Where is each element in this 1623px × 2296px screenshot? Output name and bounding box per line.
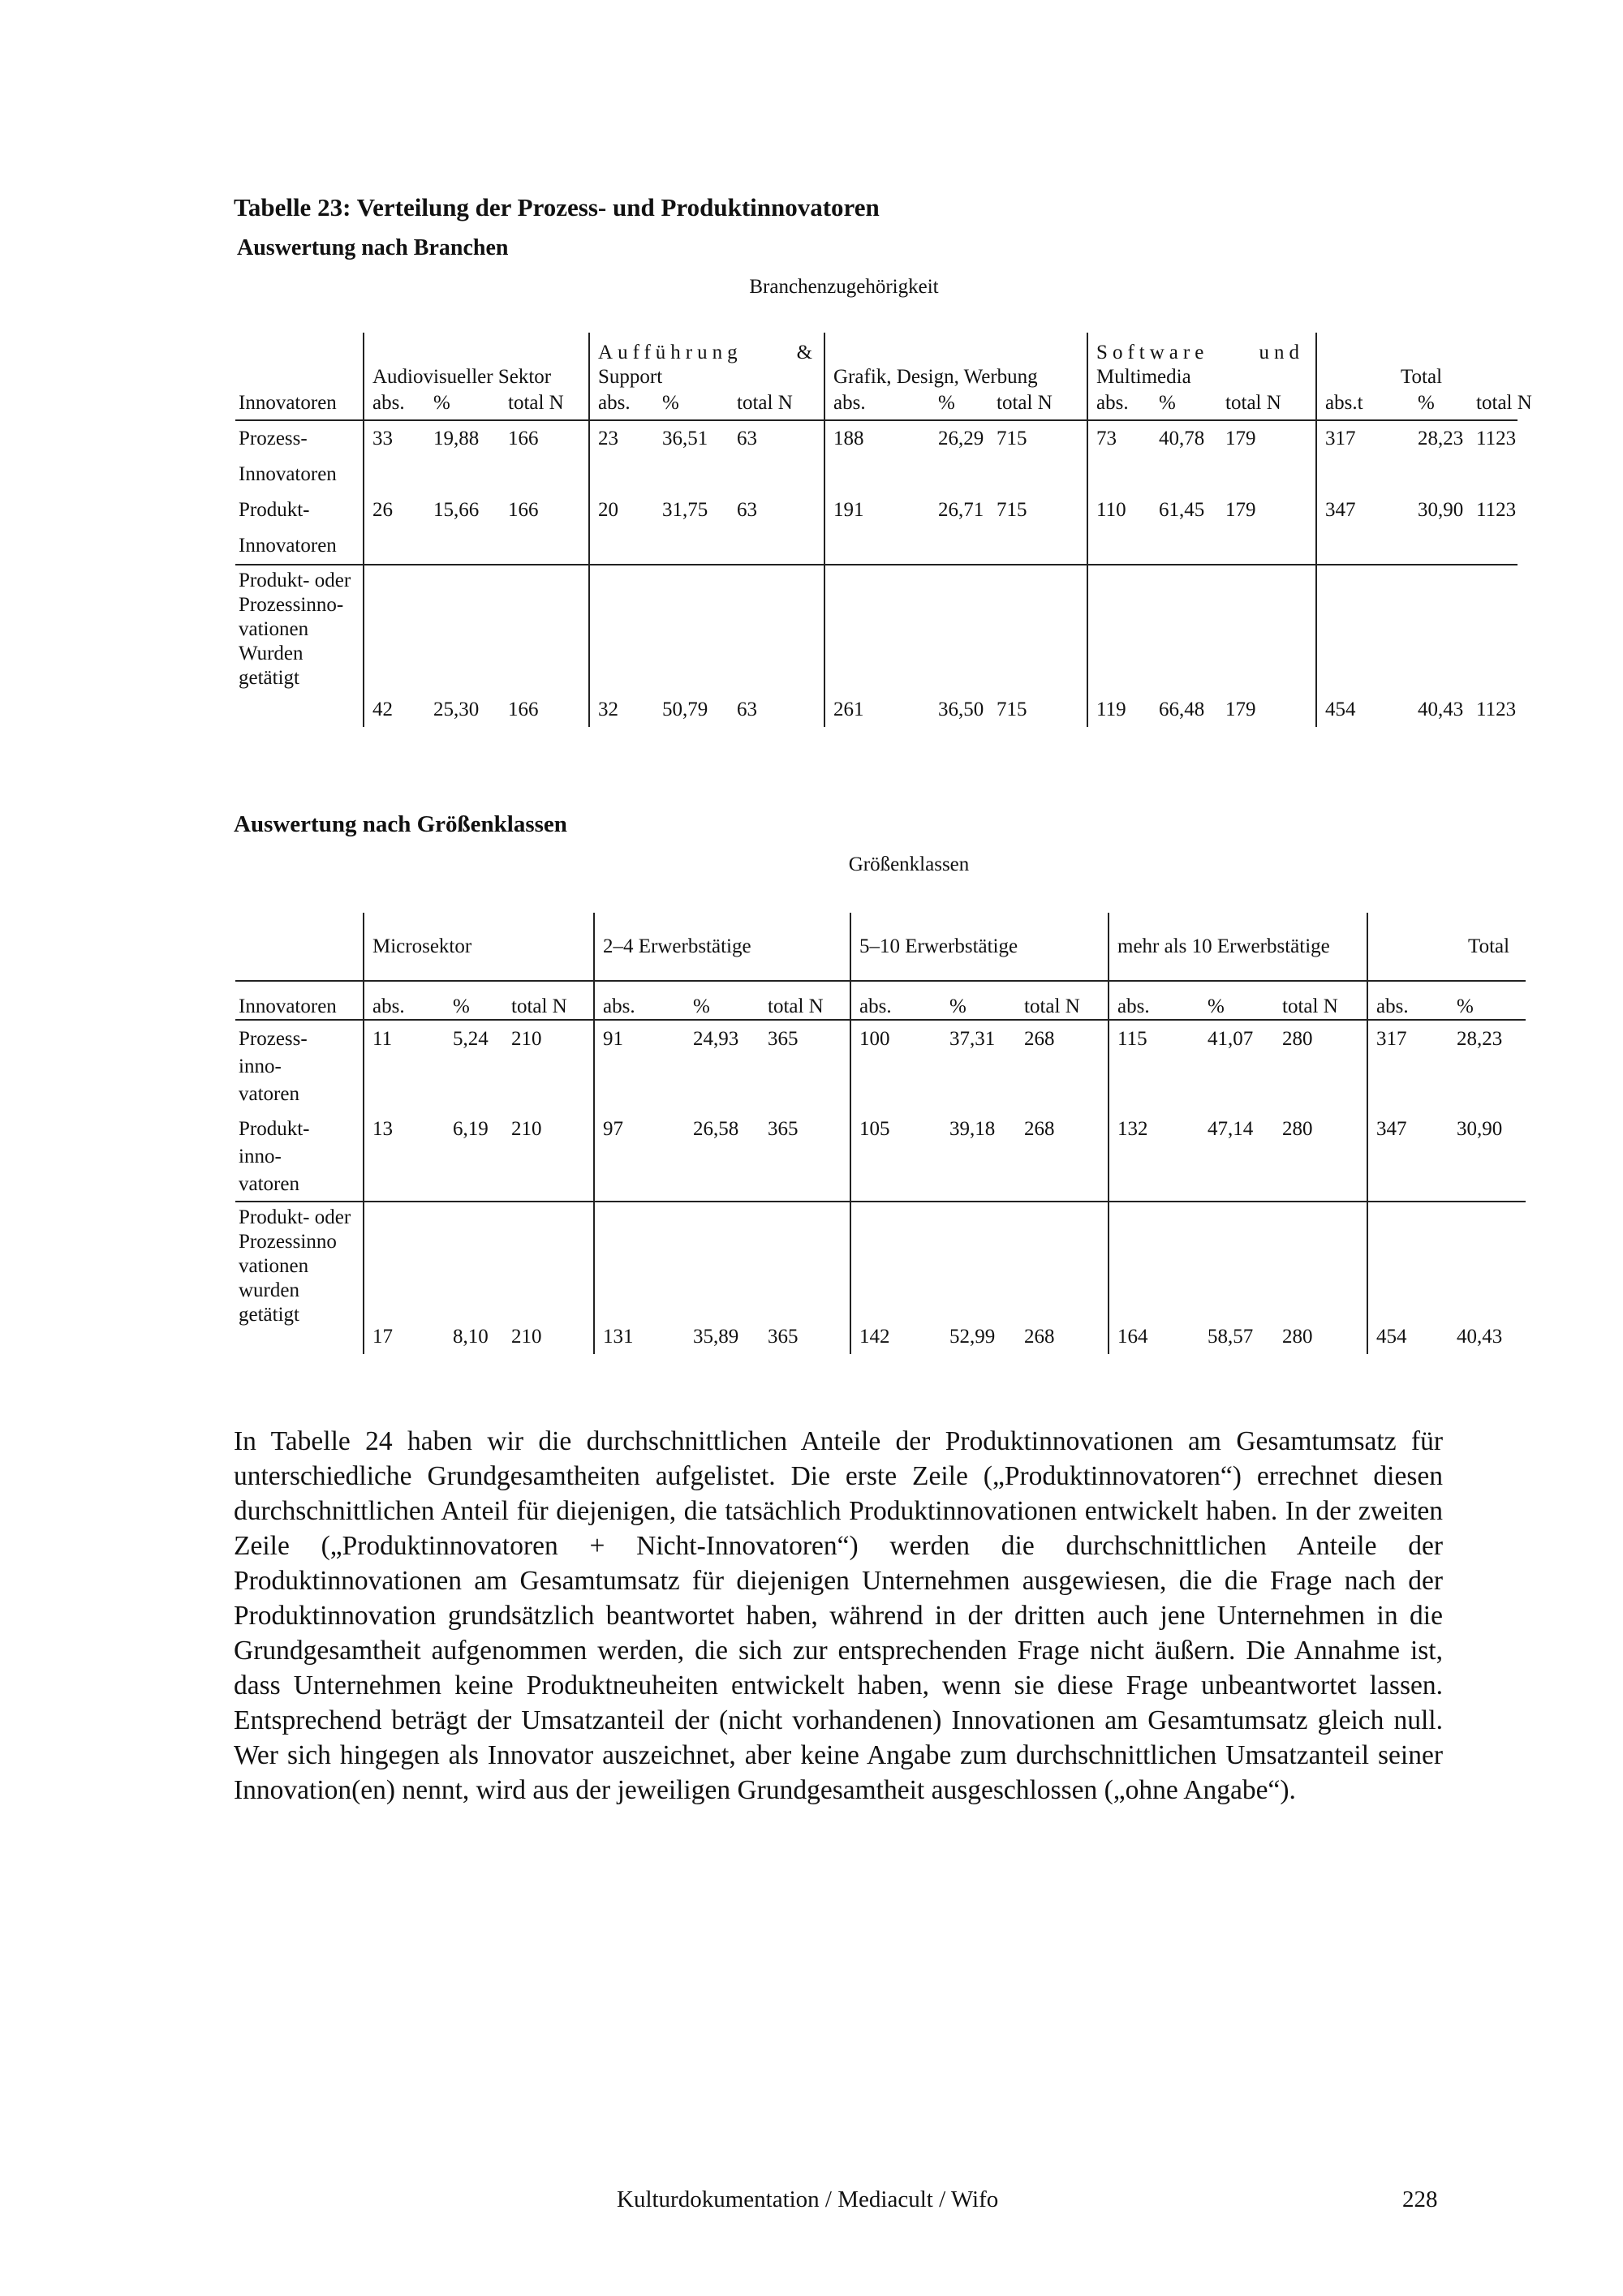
groessen-subtitle: Auswertung nach Größenklassen [234,811,567,837]
table-cell: 15,66 [425,492,500,565]
group-software-part1: Software [1096,342,1209,363]
row-header: Innovatoren [235,391,364,420]
table-cell: 25,30 [433,699,480,720]
table-cell: 31,75 [654,492,729,565]
table-cell: 36,51 [662,428,708,449]
table-cell: 26,29 [938,428,984,449]
table-cell: 105 [850,1111,941,1202]
subheader-cell: abs. [1109,981,1199,1020]
table-cell: 40,43 [1418,699,1464,720]
subheader-cell: total N [1274,981,1367,1020]
subheader-cell: % [425,391,500,420]
group-audiovisuell: Audiovisueller Sektor [364,333,589,391]
group-software [1087,333,1316,391]
table-cell: 35,89 [693,1326,739,1348]
row-label [235,420,364,492]
subheader-cell: % [914,391,988,420]
table-cell: 110 [1087,492,1151,565]
table-cell: 63 [737,428,758,449]
group-over-10: mehr als 10 Erwerbstätige [1109,913,1367,981]
table-cell: 66,48 [1159,699,1205,720]
subheader-cell: % [1393,391,1468,420]
page-footer: Kulturdokumentation / Mediacult / Wifo [617,2186,999,2212]
table-cell: 47,14 [1199,1111,1274,1202]
group-micro: Microsektor [364,913,594,981]
table-cell: 268 [1016,1111,1109,1202]
table-cell: 166 [500,492,589,565]
table-cell: 39,18 [941,1111,1016,1202]
row-label-line1: Prozess- [239,1028,308,1050]
subheader-cell: total N [500,391,589,420]
table-cell: 280 [1274,1111,1367,1202]
page-number: 228 [1402,2186,1438,2212]
group-2-4: 2–4 Erwerbstätige [594,913,850,981]
row-label [235,1020,364,1111]
subheader-cell: % [1151,391,1217,420]
table-cell: 317 [1367,1020,1449,1111]
group-grafik: Grafik, Design, Werbung [824,333,1087,391]
table-cell: 454 [1316,565,1393,727]
branchen-caption: Branchenzugehörigkeit [749,276,939,298]
subheader-cell: total N [729,391,824,420]
table-cell: 115 [1109,1020,1199,1111]
row-label-line1: Prozess- [239,428,308,449]
table-cell: 36,50 [938,699,984,720]
row-label-line2: Innovatoren [239,535,337,557]
subheader-cell: abs. [824,391,914,420]
subheader-cell: total N [760,981,850,1020]
table-cell: 37,31 [949,1028,996,1050]
subheader-cell: abs. [364,391,425,420]
group-auffuehrung-part2: & [796,342,813,363]
group-total: Total [1316,333,1518,391]
table-cell: 268 [1024,1326,1055,1348]
table-cell: 63 [737,699,758,720]
table-cell: 63 [729,492,824,565]
groessen-caption: Größenklassen [848,853,970,875]
table-cell: 280 [1282,1028,1313,1050]
table-cell: 715 [997,428,1027,449]
table-cell: 8,10 [453,1326,489,1348]
table-cell: 91 [594,1020,685,1111]
row-label-line3: vatoren [239,1083,299,1105]
row-label [235,565,364,727]
subheader-cell: total N [1217,391,1316,420]
table-cell: 28,23 [1418,428,1464,449]
table-cell: 5,24 [453,1028,489,1050]
table-cell: 210 [503,1111,594,1202]
row-label-line2: inno- [239,1056,282,1077]
table-cell: 188 [824,420,914,492]
row-header: Innovatoren [235,981,364,1020]
groessen-header-empty [235,913,364,981]
subheader-cell: % [654,391,729,420]
table-cell: 41,07 [1208,1028,1254,1050]
subheader-cell: total N [1016,981,1109,1020]
table-cell: 166 [508,428,539,449]
subheader-cell: total N [503,981,594,1020]
group-auffuehrung [589,333,824,391]
table-cell: 28,23 [1457,1028,1503,1050]
table-cell: 24,93 [693,1028,739,1050]
subheader-cell: abs. [850,981,941,1020]
row-label-line2: Wurden getätigt [239,643,304,689]
subheader-cell: abs. [594,981,685,1020]
table-cell: 210 [511,1326,542,1348]
table-cell: 119 [1087,565,1151,727]
table-cell: 347 [1316,492,1393,565]
row-label-line1: Produkt- [239,499,310,521]
table-cell: 365 [760,1111,850,1202]
row-label-line2: Innovatoren [239,463,337,485]
subheader-cell: % [941,981,1016,1020]
table-cell: 268 [1024,1028,1055,1050]
body-paragraph: In Tabelle 24 haben wir die durchschnittlichen Anteile der Produktinnovationen am Gesamtumsatz für unterschiedliche Grundgesamtheiten aufgelistet. Die erste Zeile („Produktinnovatoren“) errechnet diesen durchschnittlichen Anteil für diejenigen, die tatsächlich Produktinnovationen entwickelt haben. In der zweiten Zeile („Produktinnovatoren + Nicht-Innovatoren“) werden die durchschnittlichen Anteile der Produktinnovationen am Gesamtumsatz für diejenigen Unternehmen ausgewiesen, die die Frage nach der Produktinnovation grundsätzlich beantwortet haben, während in der dritten auch jene Unternehmen in die Grundgesamtheit aufgenommen werden, die sich zur entsprechenden Frage nicht äußern. Die Annahme ist, dass Unternehmen keine Produktneuheiten entwickelt haben, wenn sie diese Frage unbeantwortet lassen. Entsprechend beträgt der Umsatzanteil der (nicht vorhandenen) Innovationen am Gesamtumsatz gleich null. Wer sich hingegen als Innovator auszeichnet, aber keine Angabe zum durchschnittlichen Umsatzanteil seiner Innovation(en) nennt, wird aus der jeweiligen Grundgesamtheit ausgeschlossen („ohne Angabe“). [234,1426,1443,1805]
table-cell: 179 [1225,428,1256,449]
table-cell: 73 [1087,420,1151,492]
table-cell: 23 [589,420,654,492]
table-cell: 179 [1217,492,1316,565]
table-cell: 715 [988,492,1087,565]
table-cell: 280 [1282,1326,1313,1348]
group-software-part3: Multimedia [1096,366,1191,388]
table-cell: 58,57 [1208,1326,1254,1348]
group-auffuehrung-part3: Support [598,366,663,388]
table-cell: 100 [850,1020,941,1111]
row-label-line3: vatoren [239,1173,299,1195]
group-auffuehrung-part1: Aufführung [598,342,743,363]
table-cell: 1123 [1468,492,1518,565]
group-5-10: 5–10 Erwerbstätige [850,913,1109,981]
branchen-subtitle: Auswertung nach Branchen [237,235,509,260]
table-cell: 40,78 [1159,428,1205,449]
subheader-cell: abs.t [1316,391,1393,420]
table-cell: 365 [768,1326,799,1348]
table-cell: 26,58 [685,1111,760,1202]
table-cell: 17 [364,1202,445,1354]
table-cell: 179 [1225,699,1256,720]
row-label-line2: inno- [239,1146,282,1167]
table-cell: 61,45 [1151,492,1217,565]
table-cell: 164 [1109,1202,1199,1354]
table-cell: 210 [511,1028,542,1050]
table-cell: 52,99 [949,1326,996,1348]
subheader-cell: % [445,981,503,1020]
table-cell: 30,90 [1393,492,1468,565]
table-cell: 50,79 [662,699,708,720]
row-label-line1: Produkt- oder Prozessinno-vationen [239,570,351,640]
table-cell: 1123 [1476,428,1517,449]
table-cell: 26 [364,492,425,565]
table-cell: 30,90 [1449,1111,1526,1202]
table-title: Tabelle 23: Verteilung der Prozess- und Produktinnovatoren [234,193,880,221]
table-cell: 11 [364,1020,445,1111]
table-cell: 1123 [1476,699,1517,720]
subheader-cell: total N [988,391,1087,420]
table-cell: 454 [1367,1202,1449,1354]
table-cell: 32 [589,565,654,727]
table-cell: 26,71 [914,492,988,565]
table-cell: 261 [824,565,914,727]
row-label [235,1111,364,1202]
table-cell: 715 [997,699,1027,720]
branchen-header-empty [235,333,364,391]
branchen-table [235,333,1532,727]
table-cell: 13 [364,1111,445,1202]
table-cell: 42 [364,565,425,727]
subheader-cell: % [685,981,760,1020]
table-cell: 365 [768,1028,799,1050]
subheader-cell: abs. [364,981,445,1020]
group-software-part2: und [1259,342,1305,363]
table-cell: 166 [508,699,539,720]
table-cell: 191 [824,492,914,565]
table-cell: 142 [850,1202,941,1354]
table-cell: 132 [1109,1111,1199,1202]
subheader-cell: abs. [589,391,654,420]
subheader-cell: abs. [1367,981,1449,1020]
row-label [235,492,364,565]
table-cell: 317 [1316,420,1393,492]
table-cell: 6,19 [445,1111,503,1202]
table-cell: 20 [589,492,654,565]
row-label: Produkt- oder Prozessinno vationen wurden getätigt [239,1206,351,1326]
table-cell: 97 [594,1111,685,1202]
table-cell: 40,43 [1457,1326,1503,1348]
subheader-cell: % [1449,981,1526,1020]
table-cell: 131 [594,1202,685,1354]
subheader-cell: total N [1468,391,1518,420]
subheader-cell: abs. [1087,391,1151,420]
subheader-cell: % [1199,981,1274,1020]
group-total: Total [1367,913,1526,981]
table-cell: 19,88 [433,428,480,449]
table-cell: 347 [1367,1111,1449,1202]
row-label-line1: Produkt- [239,1118,310,1140]
groessen-table [235,913,1526,1354]
table-cell: 33 [364,420,425,492]
